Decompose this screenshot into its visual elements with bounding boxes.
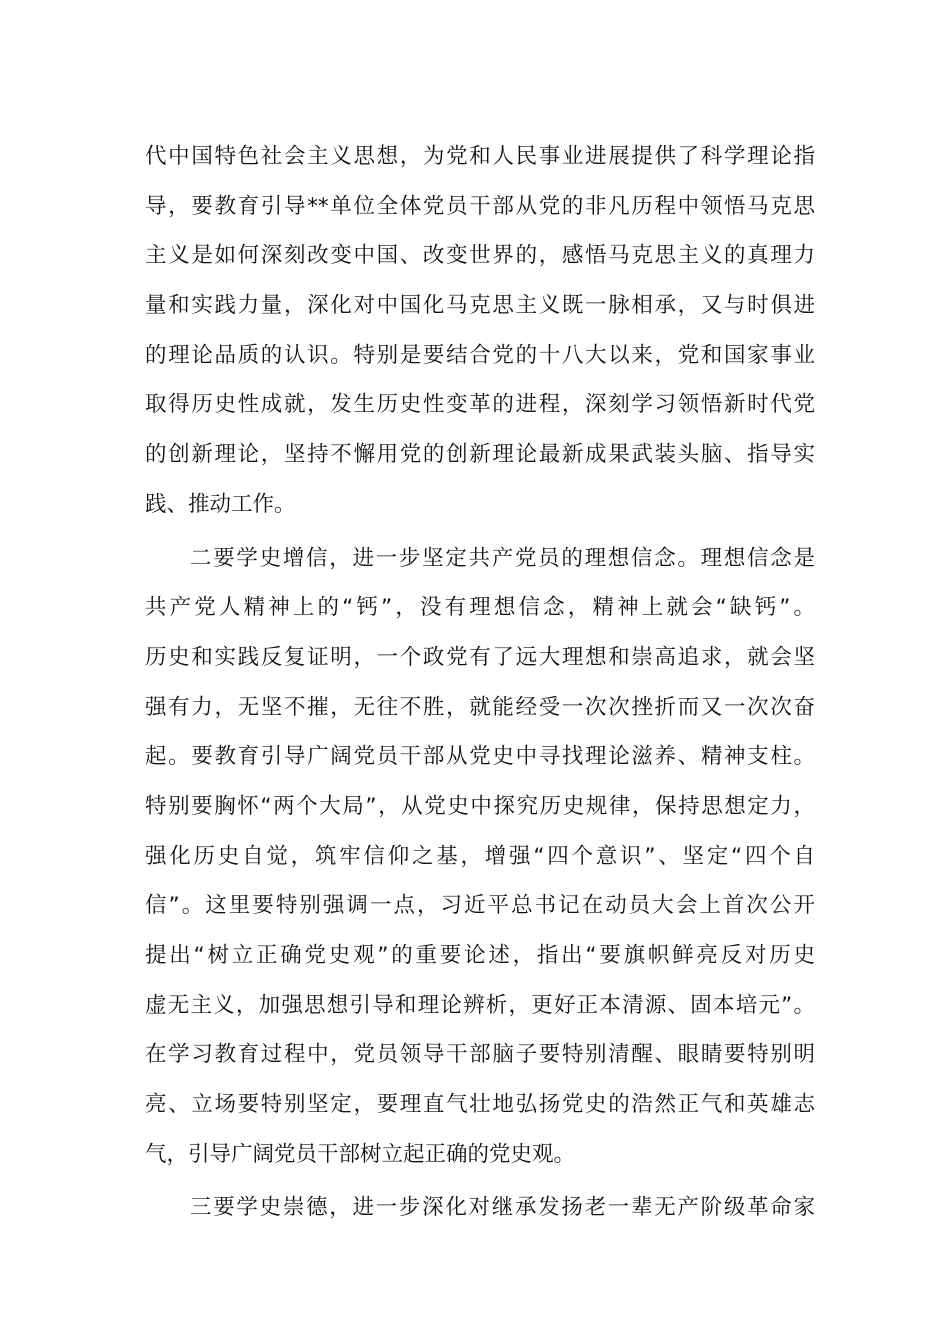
text-line: 的创新理论，坚持不懈用党的创新理论最新成果武装头脑、指导实 [145,442,815,468]
text-line: 量和实践力量，深化对中国化马克思主义既一脉相承，又与时俱进 [145,293,815,319]
text-line: 起。要教育引导广阔党员干部从党史中寻找理论滋养、精神支柱。 [145,744,815,770]
text-line: 虚无主义，加强思想引导和理论辨析，更好正本清源、固本培元”。 [145,992,815,1018]
text-line: 强化历史自觉，筑牢信仰之基，增强“四个意识”、坚定“四个自 [145,843,815,869]
text-line: 提出“树立正确党史观”的重要论述，指出“要旗帜鲜亮反对历史 [145,943,815,968]
text-line: 强有力，无坚不摧，无往不胜，就能经受一次次挫折而又一次次奋 [145,694,815,720]
text-line: 的理论品质的认识。特别是要结合党的十八大以来，党和国家事业 [145,342,815,368]
text-line: 三要学史崇德，进一步深化对继承发扬老一辈无产阶级革命家 [190,1195,815,1221]
text-line: 共产党人精神上的“钙”，没有理想信念，精神上就会“缺钙”。 [145,595,815,621]
text-line: 导，要教育引导**单位全体党员干部从党的非凡历程中领悟马克思 [145,193,815,219]
text-line: 代中国特色社会主义思想，为党和人民事业进展提供了科学理论指 [145,144,815,169]
text-line: 亮、立场要特别坚定，要理直气壮地弘扬党史的浩然正气和英雄志 [145,1092,815,1118]
text-line: 特别要胸怀“两个大局”，从党史中探究历史规律，保持思想定力， [145,793,815,819]
text-line: 气，引导广阔党员干部树立起正确的党史观。 [145,1141,576,1167]
text-line: 信”。这里要特别强调一点，习近平总书记在动员大会上首次公开 [145,893,815,919]
text-line: 二要学史增信，进一步坚定共产党员的理想信念。理想信念是 [190,545,815,571]
text-line: 在学习教育过程中，党员领导干部脑子要特别清醒、眼睛要特别明 [145,1042,815,1068]
text-line: 历史和实践反复证明，一个政党有了远大理想和崇高追求，就会坚 [145,644,815,670]
body-text [145,132,815,1233]
text-line: 取得历史性成就，发生历史性变革的进程，深刻学习领悟新时代党 [145,392,815,418]
text-line: 践、推动工作。 [145,491,296,517]
text-line: 主义是如何深刻改变中国、改变世界的，感悟马克思主义的真理力 [145,243,815,269]
